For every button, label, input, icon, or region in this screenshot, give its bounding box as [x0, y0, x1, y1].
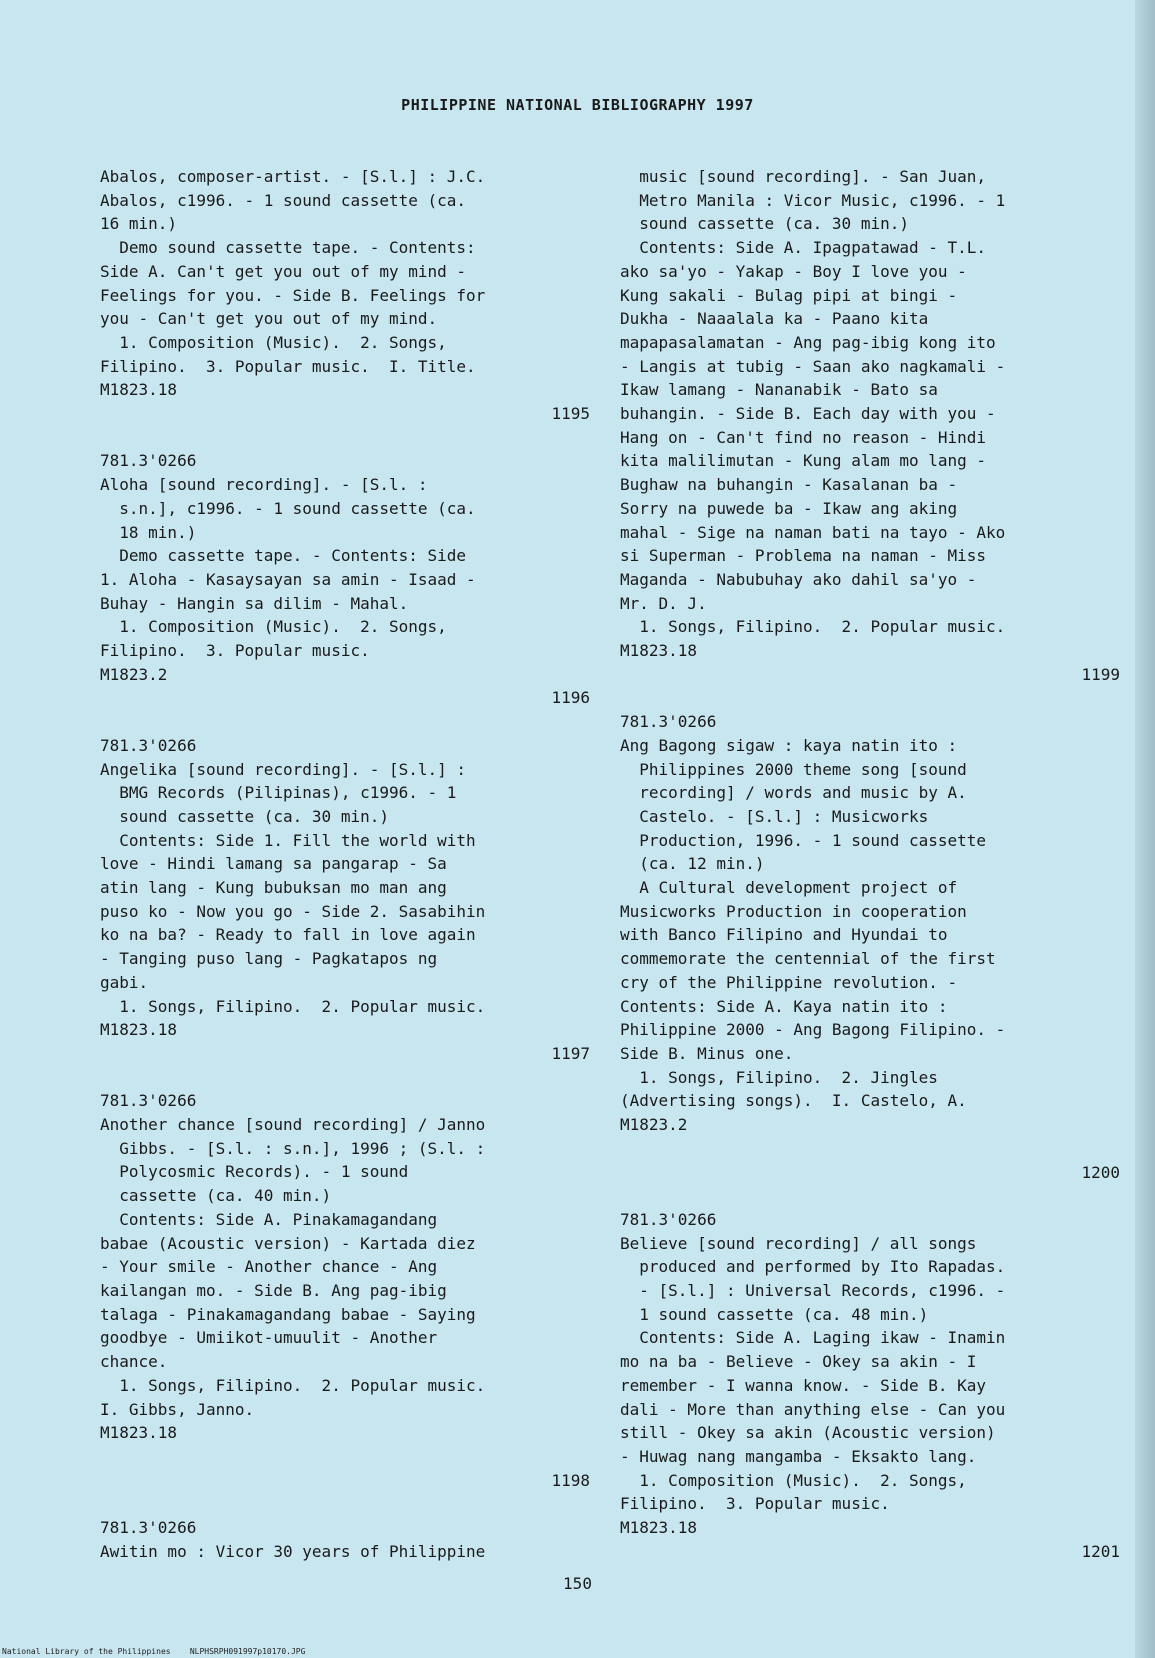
text-line: s.n.], c1996. - 1 sound cassette (ca. — [100, 498, 476, 518]
text-line: buhangin. - Side B. Each day with you - — [620, 404, 996, 424]
entry-number: 1195 — [551, 404, 590, 424]
text-line: 1. Songs, Filipino. 2. Popular music. — [620, 617, 1006, 637]
text-line: Castelo. - [S.l.] : Musicworks — [620, 806, 929, 826]
text-line: chance. — [100, 1352, 168, 1372]
text-line: Side A. Can't get you out of my mind - — [100, 261, 467, 281]
right-column — [620, 165, 1120, 1563]
text-line: Maganda - Nabubuhay ako dahil sa'yo - — [620, 569, 977, 589]
text-line: 1 sound cassette (ca. 48 min.) — [620, 1304, 929, 1324]
text-line: love - Hindi lamang sa pangarap - Sa — [100, 854, 447, 874]
text-line: 781.3'0266 — [100, 1091, 197, 1111]
text-line: Filipino. 3. Popular music. — [100, 641, 370, 661]
text-line: 16 min.) — [100, 214, 178, 234]
text-line: A Cultural development project of — [620, 878, 958, 898]
spacer — [100, 1445, 590, 1469]
text-line: 781.3'0266 — [620, 712, 717, 732]
text-line: Polycosmic Records). - 1 sound — [100, 1162, 409, 1182]
text-line: M1823.18 — [620, 641, 698, 661]
text-line: sound cassette (ca. 30 min.) — [100, 806, 389, 826]
text-line: puso ko - Now you go - Side 2. Sasabihin — [100, 901, 486, 921]
spacer — [100, 1492, 590, 1516]
text-line: Production, 1996. - 1 sound cassette — [620, 830, 987, 850]
page-header: PHILIPPINE NATIONAL BIBLIOGRAPHY 1997 — [401, 96, 754, 114]
text-line: Gibbs. - [S.l. : s.n.], 1996 ; (S.l. : — [100, 1138, 486, 1158]
text-line: - Langis at tubig - Saan ako nagkamali - — [620, 356, 1006, 376]
entry-number: 1197 — [551, 1043, 590, 1063]
text-line: 1. Composition (Music). 2. Songs, — [100, 617, 447, 637]
text-line: mahal - Sige na naman bati na tayo - Ako — [620, 522, 1006, 542]
text-line: Abalos, c1996. - 1 sound cassette (ca. — [100, 190, 467, 210]
text-line: mo na ba - Believe - Okey sa akin - I — [620, 1352, 977, 1372]
text-line: Contents: Side A. Ipagpatawad - T.L. — [620, 238, 987, 258]
text-line: M1823.18 — [620, 1518, 698, 1538]
text-line: Aloha [sound recording]. - [S.l. : — [100, 475, 428, 495]
text-line: remember - I wanna know. - Side B. Kay — [620, 1375, 987, 1395]
text-line: Filipino. 3. Popular music. — [620, 1494, 890, 1514]
text-line: Angelika [sound recording]. - [S.l.] : — [100, 759, 467, 779]
text-line: M1823.18 — [100, 1020, 178, 1040]
text-line: cassette (ca. 40 min.) — [100, 1186, 332, 1206]
text-line: 781.3'0266 — [620, 1209, 717, 1229]
text-line: 1. Composition (Music). 2. Songs, — [100, 332, 447, 352]
text-line: Philippines 2000 theme song [sound — [620, 759, 967, 779]
text-line: Demo sound cassette tape. - Contents: — [100, 238, 476, 258]
text-line: - Huwag nang mangamba - Eksakto lang. — [620, 1446, 977, 1466]
text-line: 781.3'0266 — [100, 735, 197, 755]
text-line: (ca. 12 min.) — [620, 854, 765, 874]
text-line: Ikaw lamang - Nananabik - Bato sa — [620, 380, 938, 400]
text-line: 1. Songs, Filipino. 2. Popular music. — [100, 1375, 486, 1395]
text-line: M1823.2 — [620, 1115, 688, 1135]
text-line: ako sa'yo - Yakap - Boy I love you - — [620, 261, 967, 281]
entry-number: 1198 — [551, 1470, 590, 1490]
text-line: kita malilimutan - Kung alam mo lang - — [620, 451, 987, 471]
text-line: Feelings for you. - Side B. Feelings for — [100, 285, 486, 305]
text-line: sound cassette (ca. 30 min.) — [620, 214, 909, 234]
text-line: I. Gibbs, Janno. — [100, 1399, 255, 1419]
text-line: goodbye - Umiikot-umuulit - Another — [100, 1328, 438, 1348]
text-line: Ang Bagong sigaw : kaya natin ito : — [620, 735, 958, 755]
text-line: cry of the Philippine revolution. - — [620, 972, 958, 992]
text-line: 781.3'0266 — [100, 451, 197, 471]
text-line: Another chance [sound recording] / Janno — [100, 1115, 486, 1135]
spacer — [100, 426, 590, 450]
text-line: M1823.18 — [100, 380, 178, 400]
entry-number: 1196 — [551, 688, 590, 708]
text-line: atin lang - Kung bubuksan mo man ang — [100, 878, 447, 898]
text-line: Sorry na puwede ba - Ikaw ang aking — [620, 498, 958, 518]
text-line: still - Okey sa akin (Acoustic version) — [620, 1423, 996, 1443]
text-line: music [sound recording]. - San Juan, — [620, 167, 987, 186]
spacer — [100, 710, 590, 734]
text-line: Buhay - Hangin sa dilim - Mahal. — [100, 593, 409, 613]
text-line: ko na ba? - Ready to fall in love again — [100, 925, 476, 945]
text-line: Philippine 2000 - Ang Bagong Filipino. - — [620, 1020, 1006, 1040]
text-line: commemorate the centennial of the first — [620, 949, 996, 969]
text-line: Filipino. 3. Popular music. I. Title. — [100, 356, 476, 376]
spacer — [620, 686, 1120, 710]
text-line: Dukha - Naaalala ka - Paano kita — [620, 309, 929, 329]
text-line: M1823.2 — [100, 664, 168, 684]
entry-number: 1199 — [1081, 664, 1120, 684]
page-number: 150 — [563, 1574, 592, 1593]
text-line: - Your smile - Another chance - Ang — [100, 1257, 438, 1277]
text-line: talaga - Pinakamagandang babae - Saying — [100, 1304, 476, 1324]
left-column — [100, 165, 590, 1563]
spacer — [100, 1066, 590, 1090]
text-line: Abalos, composer-artist. - [S.l.] : J.C. — [100, 167, 486, 186]
text-line: gabi. — [100, 972, 149, 992]
spacer — [620, 1184, 1120, 1208]
text-line: Side B. Minus one. — [620, 1044, 794, 1063]
text-line: dali - More than anything else - Can you — [620, 1399, 1006, 1419]
text-line: 781.3'0266 — [100, 1518, 197, 1537]
text-line: 1. Songs, Filipino. 2. Jingles — [620, 1067, 938, 1087]
text-line: babae (Acoustic version) - Kartada diez — [100, 1233, 476, 1253]
text-line: 1. Aloha - Kasaysayan sa amin - Isaad - — [100, 569, 476, 589]
text-line: 18 min.) — [100, 522, 197, 542]
text-line: Contents: Side A. Laging ikaw - Inamin — [620, 1328, 1006, 1348]
text-line: Kung sakali - Bulag pipi at bingi - — [620, 285, 958, 305]
text-line: - [S.l.] : Universal Records, c1996. - — [620, 1281, 1006, 1300]
text-line: Hang on - Can't find no reason - Hindi — [620, 427, 987, 447]
page-edge — [1135, 0, 1155, 1658]
text-line: Mr. D. J. — [620, 593, 707, 613]
text-line: mapapasalamatan - Ang pag-ibig kong ito — [620, 332, 996, 352]
text-line: Metro Manila : Vicor Music, c1996. - 1 — [620, 190, 1006, 210]
text-line: Contents: Side A. Kaya natin ito : — [620, 996, 948, 1016]
text-line: Contents: Side 1. Fill the world with — [100, 830, 476, 850]
text-line: you - Can't get you out of my mind. — [100, 309, 438, 329]
text-line: 1. Composition (Music). 2. Songs, — [620, 1470, 967, 1490]
text-line: recording] / words and music by A. — [620, 783, 967, 803]
text-line: - Tanging puso lang - Pagkatapos ng — [100, 949, 438, 969]
scan-footer: National Library of the Philippines NLPHSRPH091997p10170.JPG — [2, 1647, 306, 1656]
text-line: M1823.18 — [100, 1423, 178, 1443]
text-line: 1. Songs, Filipino. 2. Popular music. — [100, 996, 486, 1016]
text-line: Awitin mo : Vicor 30 years of Philippine — [100, 1541, 486, 1561]
text-line: with Banco Filipino and Hyundai to — [620, 925, 948, 945]
spacer — [620, 1137, 1120, 1161]
text-line: Musicworks Production in cooperation — [620, 901, 967, 921]
text-line: (Advertising songs). I. Castelo, A. — [620, 1091, 967, 1111]
entry-number: 1201 — [1081, 1541, 1120, 1561]
text-line: Believe [sound recording] / all songs — [620, 1233, 977, 1253]
text-line: Demo cassette tape. - Contents: Side — [100, 546, 467, 566]
entry-number: 1200 — [1081, 1162, 1120, 1182]
text-line: produced and performed by Ito Rapadas. — [620, 1257, 1006, 1277]
text-line: Bughaw na buhangin - Kasalanan ba - — [620, 475, 958, 495]
text-line: kailangan mo. - Side B. Ang pag-ibig — [100, 1281, 447, 1300]
text-line: si Superman - Problema na naman - Miss — [620, 546, 987, 566]
text-line: Contents: Side A. Pinakamagandang — [100, 1209, 438, 1229]
text-line: BMG Records (Pilipinas), c1996. - 1 — [100, 783, 457, 803]
